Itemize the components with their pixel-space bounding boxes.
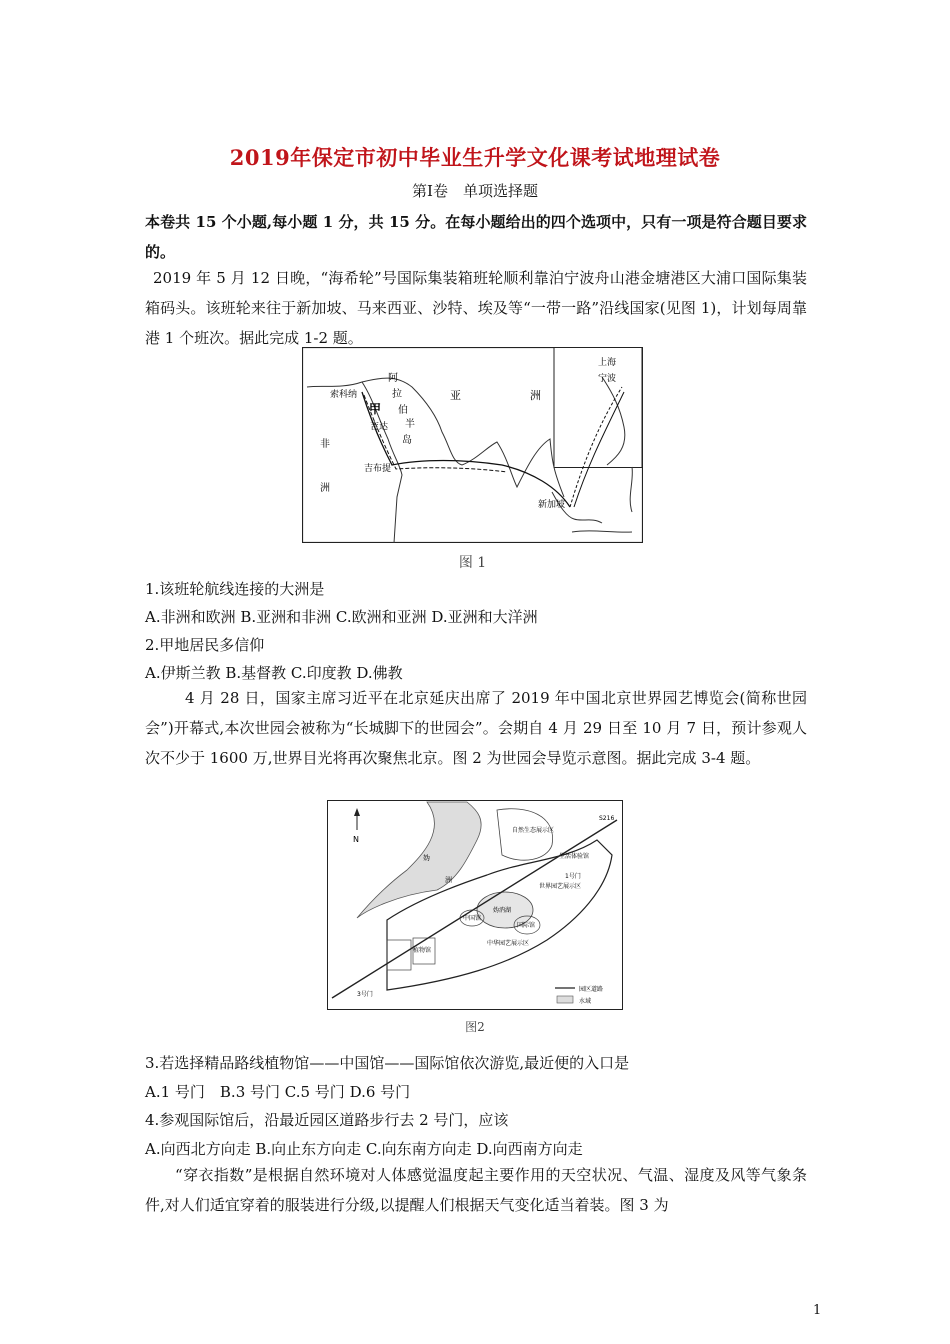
q3-options: A.1 号门 B.3 号门 C.5 号门 D.6 号门 [145,1083,411,1101]
label-experience: 生活体验馆 [559,853,590,860]
label-china-zone: 中华园艺展示区 [487,940,530,947]
q1-stem: 1.该班轮航线连接的大洲是 [145,580,325,598]
figure-1-map [302,347,643,543]
q2-options: A.伊斯兰教 B.基督教 C.印度教 D.佛教 [145,664,403,682]
label-arabia-1: 阿 [388,373,398,384]
section-heading: 第Ⅰ卷 单项选择题 [412,182,538,200]
label-ningbo: 宁波 [598,374,617,384]
q1-options: A.非洲和欧洲 B.亚洲和非洲 C.欧洲和亚洲 D.亚洲和大洋洲 [145,608,538,626]
figure-1-caption: 图 1 [458,555,487,571]
label-gate1: 1号门 [565,873,581,880]
label-jeddah: 吉达 [370,422,389,432]
label-road: S216 [599,815,615,822]
label-gui: 妫 [423,854,430,862]
label-gui-lake: 妫汭湖 [493,907,512,914]
paper-title: 2019年保定市初中毕业生升学文化课考试地理试卷 [229,145,721,170]
label-zhou: 洲 [445,876,452,884]
label-suez: 索科纳 [330,390,358,400]
label-eco-zone: 自然生态展示区 [512,827,555,834]
passage-2: 4 月 28 日，国家主席习近平在北京延庆出席了 2019 年中国北京世界园艺博览会(简称世园会”)开幕式,本次世园会被称为“长城脚下的世园会”。会期自 4 月 29 日至 10 月 7 日，预计参观人次不少于 1600 万,世界目光将再次聚焦北京。图 2 为世园会导览示意图。据此完成 3-4 题。 [145,689,807,767]
label-shanghai: 上海 [598,358,617,368]
north-arrow-label: N [353,835,359,844]
passage-3: “穿衣指数”是根据自然环境对人体感觉温度起主要作用的天空状况、气温、湿度及风等气象条件,对人们适宜穿着的服装进行分级,以提醒人们根据天气变化适当着装。图 3 为 [145,1166,807,1214]
label-arabia-3: 伯 [398,405,408,416]
label-singapore: 新加坡 [538,500,566,510]
passage-1: 2019 年 5 月 12 日晚，“海希轮”号国际集装箱班轮顺利靠泊宁波舟山港金塘港区大浦口国际集装箱码头。该班轮来往于新加坡、马来西亚、沙特、埃及等“一带一路”沿线国家(见图 1)，计划每周靠港 1 个班次。据此完成 1-2 题。 [145,269,807,347]
figure-2-map [327,800,623,1010]
instructions: 本卷共 15 个小题,每小题 1 分，共 15 分。在每小题给出的四个选项中，只有一项是符合题目要求的。 [145,213,807,261]
label-world-zone: 世界园艺展示区 [539,883,582,890]
legend-road: 园区道路 [579,986,604,993]
label-gate3: 3号门 [357,991,373,998]
label-intl-hall: 国际馆 [517,922,536,929]
q2-stem: 2.甲地居民多信仰 [145,636,265,654]
label-asia-1: 亚 [450,389,461,402]
label-africa-2: 洲 [320,483,330,494]
label-china-hall: 中国馆 [463,915,482,922]
label-africa-1: 非 [320,439,330,450]
expo-map [327,800,623,1010]
q4-options: A.向西北方向走 B.向止东方向走 C.向东南方向走 D.向西南方向走 [145,1140,583,1158]
label-arabia-5: 岛 [402,435,412,446]
page-number: 1 [813,1303,822,1318]
q4-stem: 4.参观国际馆后，沿最近园区道路步行去 2 号门，应该 [145,1111,509,1129]
label-jia: 甲 [369,402,382,416]
legend-water: 水域 [579,998,592,1005]
label-arabia-2: 拉 [392,389,402,400]
label-arabia-4: 半 [405,419,415,430]
q3-stem: 3.若选择精品路线植物馆——中国馆——国际馆依次游览,最近便的入口是 [145,1054,630,1072]
route-map [302,347,643,543]
label-plant-hall: 植物馆 [413,947,432,954]
label-asia-2: 洲 [530,389,541,402]
label-djibouti: 吉布提 [364,464,392,474]
figure-2-caption: 图2 [465,1020,485,1034]
